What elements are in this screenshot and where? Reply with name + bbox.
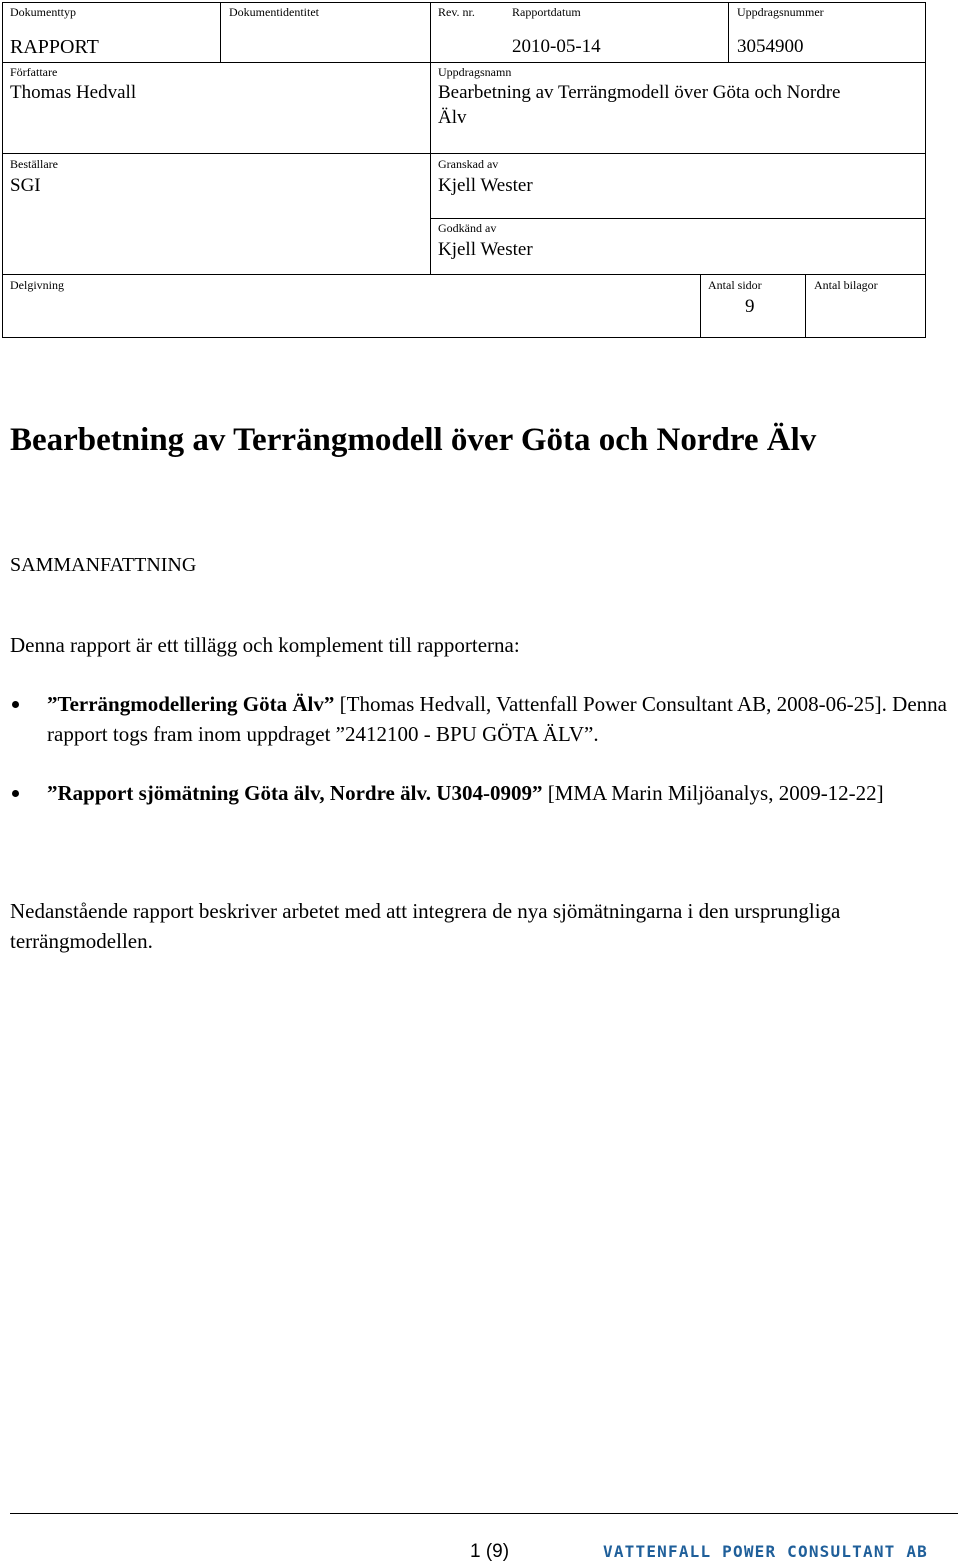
summary-heading: SAMMANFATTNING <box>10 554 197 576</box>
forfattare-value: Thomas Hedvall <box>10 82 137 103</box>
table-border <box>2 274 926 275</box>
table-border <box>700 274 701 337</box>
dokumentidentitet-label: Dokumentidentitet <box>229 5 319 19</box>
uppdragsnamn-label: Uppdragsnamn <box>438 65 512 79</box>
table-border <box>2 153 926 154</box>
bestallare-value: SGI <box>10 175 41 196</box>
uppdragsnamn-value-line1: Bearbetning av Terrängmodell över Göta och Nordre <box>438 82 841 103</box>
granskad-av-label: Granskad av <box>438 157 499 171</box>
table-border <box>2 337 926 338</box>
forfattare-label: Författare <box>10 65 58 79</box>
table-border <box>430 218 926 219</box>
table-border <box>805 274 806 337</box>
table-border <box>2 2 3 338</box>
reference-title: ”Rapport sjömätning Göta älv, Nordre älv. U304-0909” <box>47 781 543 805</box>
delgivning-label: Delgivning <box>10 278 64 292</box>
list-item <box>47 689 947 749</box>
table-border <box>2 62 926 63</box>
document-title: Bearbetning av Terrängmodell över Göta och Nordre Älv <box>10 422 817 458</box>
antal-sidor-value: 9 <box>745 296 755 317</box>
antal-sidor-label: Antal sidor <box>708 278 762 292</box>
reference-details: [MMA Marin Miljöanalys, 2009-12-22] <box>542 781 884 805</box>
table-border <box>2 2 926 3</box>
rapportdatum-value: 2010-05-14 <box>512 36 601 57</box>
reference-title: ”Terrängmodellering Göta Älv” <box>47 692 335 716</box>
company-logo: VATTENFALL POWER CONSULTANT AB <box>603 1542 928 1561</box>
list-item <box>47 778 947 808</box>
bullet-icon <box>12 790 19 797</box>
antal-bilagor-label: Antal bilagor <box>814 278 878 292</box>
uppdragsnummer-value: 3054900 <box>737 36 804 57</box>
granskad-av-value: Kjell Wester <box>438 175 533 196</box>
uppdragsnamn-value-line2: Älv <box>438 107 467 128</box>
table-border <box>728 2 729 62</box>
table-border <box>430 2 431 274</box>
uppdragsnummer-label: Uppdragsnummer <box>737 5 824 19</box>
rapportdatum-label: Rapportdatum <box>512 5 581 19</box>
godkand-av-value: Kjell Wester <box>438 239 533 260</box>
bullet-icon <box>12 701 19 708</box>
table-border <box>220 2 221 62</box>
reference-details: [Thomas Hedvall, Vattenfall Power Consultant AB, 2008-06-25]. Denna rapport togs fram inom uppdraget ”2412100 - BPU GÖTA ÄLV”. <box>47 692 947 746</box>
rev-nr-label: Rev. nr. <box>438 5 475 19</box>
table-border <box>925 2 926 338</box>
page-number: 1 (9) <box>470 1541 510 1562</box>
godkand-av-label: Godkänd av <box>438 221 497 235</box>
intro-paragraph: Denna rapport är ett tillägg och komplement till rapporterna: <box>10 633 520 657</box>
dokumenttyp-value: RAPPORT <box>10 36 99 58</box>
dokumenttyp-label: Dokumenttyp <box>10 5 76 19</box>
bestallare-label: Beställare <box>10 157 58 171</box>
footer-divider <box>10 1513 958 1514</box>
closing-paragraph: Nedanstående rapport beskriver arbetet med att integrera de nya sjömätningarna i den ursprungliga terrängmodellen. <box>10 899 841 953</box>
